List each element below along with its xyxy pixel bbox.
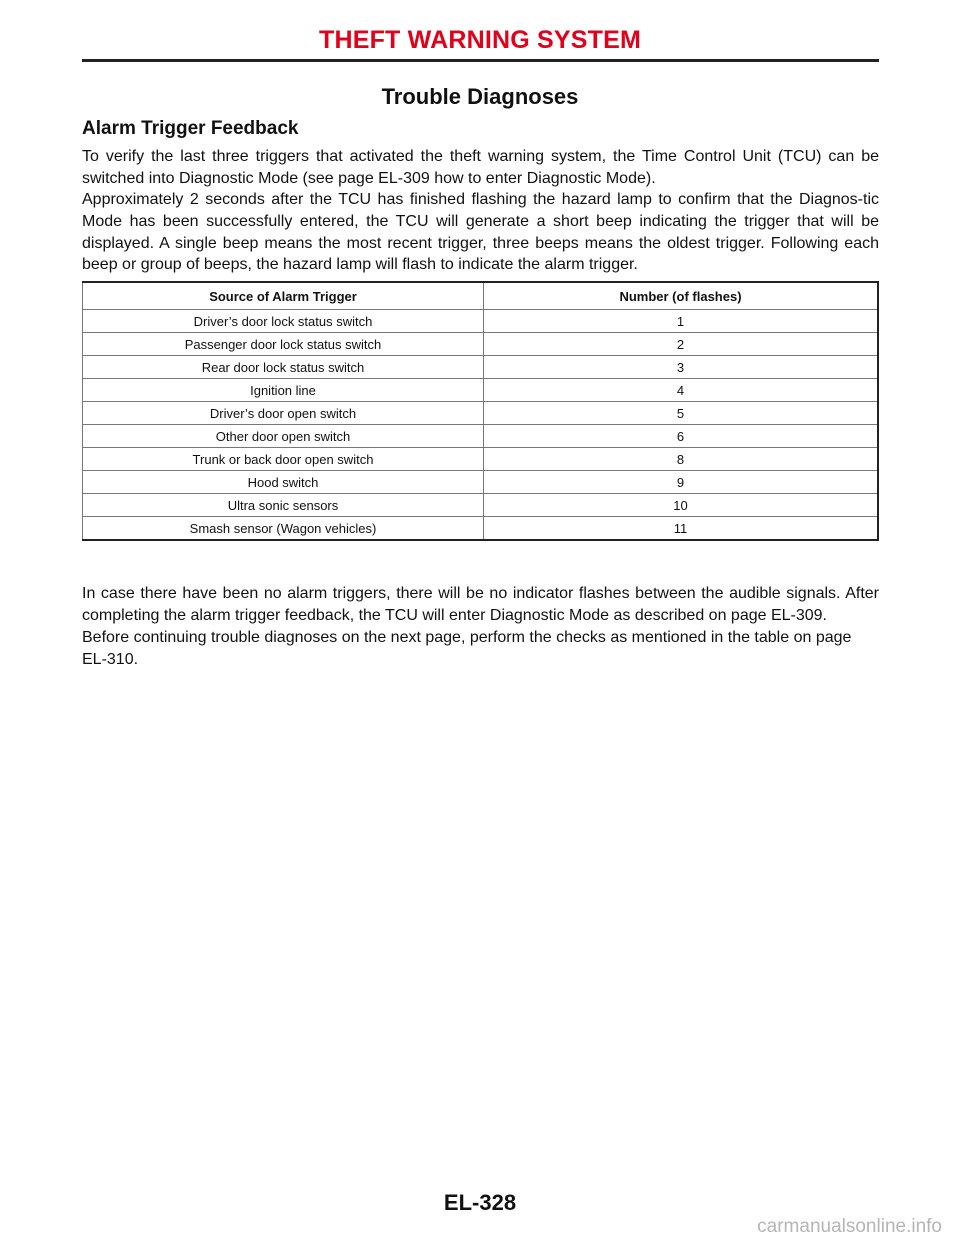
table-row: [83, 333, 879, 356]
trigger-source-cell: Ultra sonic sensors: [83, 494, 484, 517]
flash-count-cell: 9: [484, 471, 879, 494]
trigger-source-cell: Driver’s door open switch: [83, 402, 484, 425]
watermark: carmanualsonline.info: [757, 1216, 942, 1237]
table-row: [83, 425, 879, 448]
flash-count-cell: 4: [484, 379, 879, 402]
trigger-source-cell: Other door open switch: [83, 425, 484, 448]
no-trigger-paragraph: In case there have been no alarm triggers, there will be no indicator flashes between the audible signals. After completing the alarm trigger feedback, the TCU will enter Diagnostic Mode as described on page EL-309.: [82, 585, 879, 624]
continue-paragraph-page-ref: EL-310.: [82, 651, 139, 668]
table-row: [83, 517, 879, 541]
page-number: EL-328: [443, 1190, 517, 1215]
flash-count-cell: 5: [484, 402, 879, 425]
column-header-source: Source of Alarm Trigger: [83, 282, 484, 310]
header-title: THEFT WARNING SYSTEM: [318, 26, 642, 54]
intro-paragraph: To verify the last three triggers that activated the theft warning system, the Time Control Unit (TCU) can be switched into Diagnostic Mode (see page EL-309 how to enter Diagnostic Mode).: [82, 148, 879, 187]
table-row: [83, 379, 879, 402]
trigger-source-cell: Rear door lock status switch: [83, 356, 484, 379]
flash-count-cell: 10: [484, 494, 879, 517]
table-row: [83, 471, 879, 494]
flash-count-cell: 2: [484, 333, 879, 356]
table-row: [83, 310, 879, 333]
section-title: Alarm Trigger Feedback: [82, 118, 299, 139]
trigger-source-cell: Hood switch: [83, 471, 484, 494]
table-row: [83, 402, 879, 425]
flash-count-cell: 3: [484, 356, 879, 379]
procedure-paragraph: Approximately 2 seconds after the TCU has finished flashing the hazard lamp to confirm that the Diagnos-tic Mode has been successfully entered, the TCU will generate a short beep indicating the trigger that will be displayed. A single beep means the most recent trigger, three beeps means the oldest trigger. Following each beep or group of beeps, the hazard lamp will flash to indicate the alarm trigger.: [82, 191, 879, 274]
trigger-source-cell: Ignition line: [83, 379, 484, 402]
table-row: [83, 448, 879, 471]
flash-count-cell: 8: [484, 448, 879, 471]
alarm-trigger-table: [82, 281, 879, 541]
flash-count-cell: 1: [484, 310, 879, 333]
flash-count-cell: 6: [484, 425, 879, 448]
trigger-source-cell: Driver’s door lock status switch: [83, 310, 484, 333]
column-header-flashes: Number (of flashes): [484, 282, 879, 310]
trigger-source-cell: Trunk or back door open switch: [83, 448, 484, 471]
table-row: [83, 494, 879, 517]
page-title: Trouble Diagnoses: [381, 84, 579, 109]
table-row: [83, 356, 879, 379]
header-divider: [82, 59, 879, 62]
trigger-source-cell: Smash sensor (Wagon vehicles): [83, 517, 484, 541]
continue-paragraph: Before continuing trouble diagnoses on the next page, perform the checks as mentioned in the table on page: [82, 629, 852, 646]
table-header-row: [83, 282, 879, 310]
flash-count-cell: 11: [484, 517, 879, 541]
trigger-source-cell: Passenger door lock status switch: [83, 333, 484, 356]
